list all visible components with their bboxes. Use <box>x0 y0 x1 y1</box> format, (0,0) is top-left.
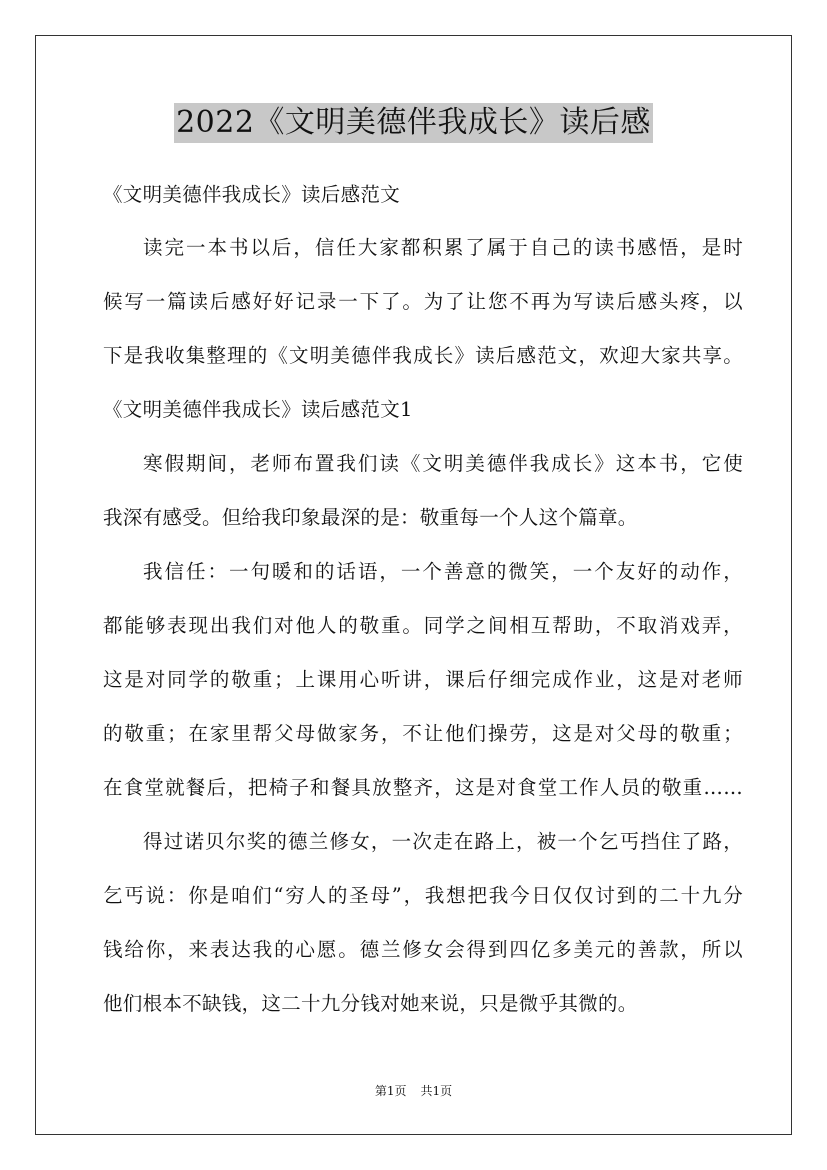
paragraph-line: 在食堂就餐后，把椅子和餐具放整齐，这是对食堂工作人员的敬重…… <box>103 776 743 799</box>
page-number: 第1页 <box>374 1084 407 1098</box>
paragraph-line: 这是对同学的敬重；上课用心听讲，课后仔细完成作业，这是对老师 <box>103 668 743 691</box>
paragraph-line: 候写一篇读后感好好记录一下了。为了让您不再为写读后感头疼，以 <box>103 290 743 313</box>
paragraph-line: 寒假期间，老师布置我们读《文明美德伴我成长》这本书，它使 <box>143 452 743 475</box>
paragraph-line: 他们根本不缺钱，这二十九分钱对她来说，只是微乎其微的。 <box>103 992 638 1015</box>
title-container <box>0 103 827 143</box>
paragraph-line: 下是我收集整理的《文明美德伴我成长》读后感范文，欢迎大家共享。 <box>103 344 743 367</box>
paragraph-line: 我信任：一句暖和的话语，一个善意的微笑，一个友好的动作， <box>143 560 743 583</box>
document-title: 2022《文明美德伴我成长》读后感 <box>174 103 653 143</box>
paragraph-line: 乞丐说：你是咱们“穷人的圣母”，我想把我今日仅仅讨到的二十九分 <box>103 884 743 907</box>
paragraph-line: 的敬重；在家里帮父母做家务，不让他们操劳，这是对父母的敬重； <box>103 722 743 745</box>
page-total: 共1页 <box>420 1084 453 1098</box>
paragraph-line: 钱给你，来表达我的心愿。德兰修女会得到四亿多美元的善款，所以 <box>103 938 743 961</box>
subtitle-line: 《文明美德伴我成长》读后感范文 <box>103 183 401 206</box>
paragraph-line: 都能够表现出我们对他人的敬重。同学之间相互帮助，不取消戏弄， <box>103 614 743 637</box>
section-heading: 《文明美德伴我成长》读后感范文1 <box>103 398 413 421</box>
paragraph-line: 读完一本书以后，信任大家都积累了属于自己的读书感悟，是时 <box>143 236 743 259</box>
paragraph-line: 我深有感受。但给我印象最深的是：敬重每一个人这个篇章。 <box>103 506 638 529</box>
paragraph-line: 得过诺贝尔奖的德兰修女，一次走在路上，被一个乞丐挡住了路， <box>143 830 743 853</box>
page-footer <box>0 1083 827 1099</box>
